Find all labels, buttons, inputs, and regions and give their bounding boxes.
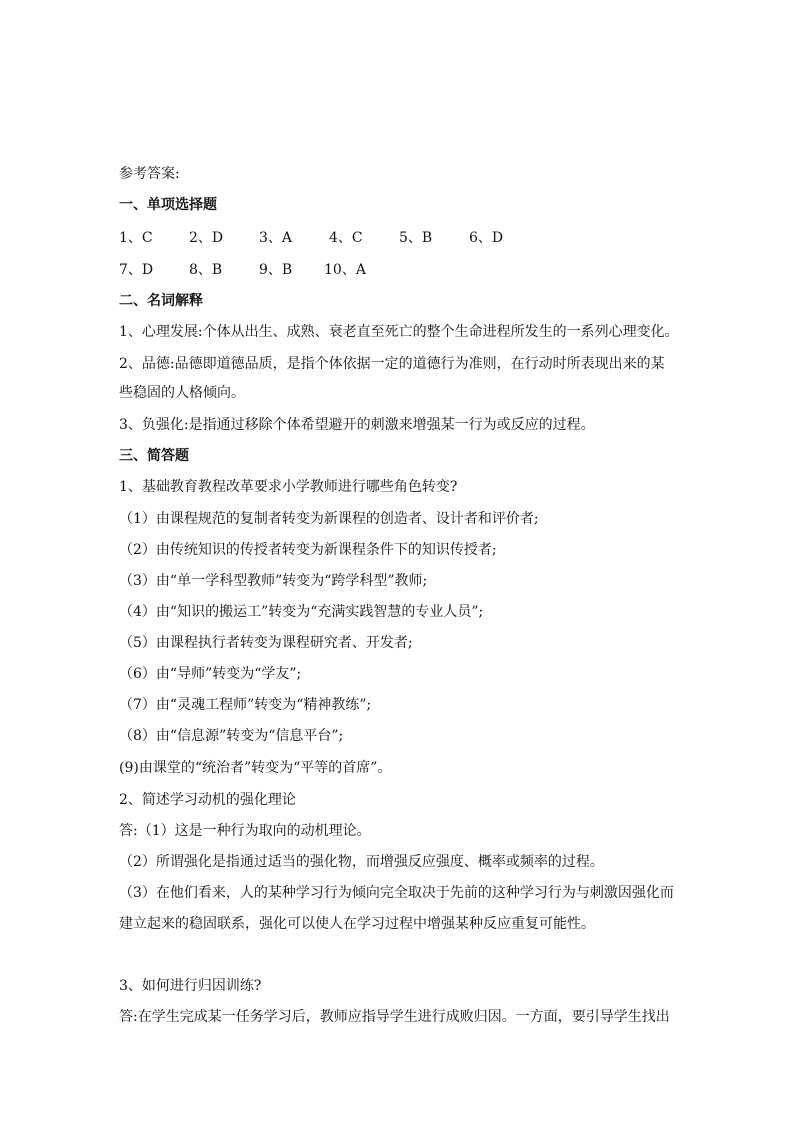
definition-text: 2、品德:品德即道德品质，是指个体依据一定的道德行为准则，在行动时所表现出来的某 — [119, 356, 665, 372]
answer-point: 答:（1）这是一种行为取向的动机理论。 — [119, 823, 371, 839]
answer-item: 2、D — [189, 230, 224, 246]
answer-point: （2）由传统知识的传授者转变为新课程条件下的知识传授者; — [119, 542, 497, 558]
section-title-short-answer: 三、简答题 — [119, 448, 189, 464]
answer-item: 6、D — [469, 230, 504, 246]
definition-text: 3、负强化:是指通过移除个体希望避开的刺激来增强某一行为或反应的过程。 — [119, 417, 595, 433]
answer-item: 3、A — [259, 230, 293, 246]
answer-key-heading: 参考答案: — [119, 166, 180, 182]
answer-point: （1）由课程规范的复制者转变为新课程的创造者、设计者和评价者; — [119, 511, 539, 527]
section-title-multiple-choice: 一、单项选择题 — [119, 197, 217, 213]
definition-text: 些稳固的人格倾向。 — [119, 385, 245, 401]
answer-point: （5）由课程执行者转变为课程研究者、开发者; — [119, 635, 413, 651]
answer-point: （7）由“灵魂工程师”转变为“精神教练”; — [119, 697, 372, 713]
answer-point: （4）由“知识的搬运工”转变为“充满实践智慧的专业人员”; — [119, 604, 484, 620]
answer-point: (9)由课堂的“统治者”转变为“平等的首席”。 — [119, 760, 392, 776]
answer-item: 5、B — [399, 230, 433, 246]
answer-item: 4、C — [329, 230, 363, 246]
answer-point: 答:在学生完成某一任务学习后，教师应指导学生进行成败归因。一方面，要引导学生找出 — [119, 1009, 670, 1025]
answer-point: （2）所谓强化是指通过适当的强化物，而增强反应强度、概率或频率的过程。 — [119, 854, 604, 870]
answer-point: （8）由“信息源”转变为“信息平台”; — [119, 728, 344, 744]
answer-point: （6）由“导师”转变为“学友”; — [119, 666, 302, 682]
question-1: 1、基础教育教程改革要求小学教师进行哪些角色转变? — [119, 479, 458, 495]
answer-item: 1、C — [119, 230, 153, 246]
answer-item: 7、D — [119, 262, 154, 278]
answer-point: （3）由“单一学科型教师”转变为“跨学科型”教师; — [119, 573, 428, 589]
answer-point: （3）在他们看来，人的某种学习行为倾向完全取决于先前的这种学习行为与刺激因强化而 — [119, 885, 674, 901]
answer-item: 10、A — [324, 262, 366, 278]
question-3: 3、如何进行归因训练? — [119, 978, 262, 994]
question-2: 2、简述学习动机的强化理论 — [119, 792, 296, 808]
answer-item: 9、B — [259, 262, 293, 278]
definition-text: 1、心理发展:个体从出生、成熟、衰老直至死亡的整个生命进程所发生的一系列心理变化。 — [119, 324, 679, 340]
answer-point: 建立起来的稳固联系，强化可以使人在学习过程中增强某种反应重复可能性。 — [119, 916, 595, 932]
answer-item: 8、B — [189, 262, 223, 278]
section-title-term-definitions: 二、名词解释 — [119, 293, 203, 309]
